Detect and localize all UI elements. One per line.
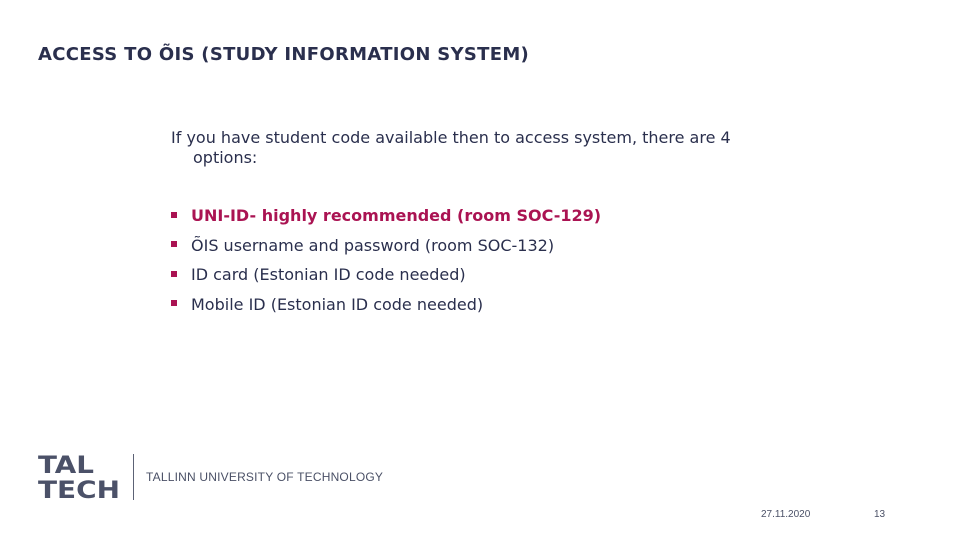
option-label: ID card (Estonian ID code needed) (191, 265, 466, 284)
taltech-logo (38, 452, 122, 500)
square-bullet-icon (171, 241, 177, 247)
slide-date: 27.11.2020 (761, 509, 811, 520)
square-bullet-icon (171, 300, 177, 306)
page-number: 13 (874, 509, 886, 520)
intro-text (171, 128, 831, 168)
list-item (171, 235, 601, 265)
logo-line-2: TECH (38, 476, 120, 500)
intro-line-1: If you have student code available then to access system, there are 4 (171, 128, 731, 147)
intro-line-2: options: (193, 148, 258, 167)
option-label: UNI-ID- highly recommended (room SOC-129) (191, 206, 602, 225)
list-item (171, 294, 601, 324)
square-bullet-icon (171, 271, 177, 277)
option-label: Mobile ID (Estonian ID code needed) (191, 294, 484, 314)
option-label: ÕIS username and password (room SOC-132) (191, 235, 555, 255)
options-list (171, 205, 601, 323)
list-item (171, 264, 601, 294)
list-item (171, 205, 601, 235)
logo-line-1: TAL (38, 452, 94, 479)
square-bullet-icon (171, 212, 177, 218)
logo-divider (133, 454, 134, 500)
university-name: TALLINN UNIVERSITY OF TECHNOLOGY (146, 470, 384, 484)
slide-title: ACCESS TO ÕIS (STUDY INFORMATION SYSTEM) (38, 44, 530, 65)
